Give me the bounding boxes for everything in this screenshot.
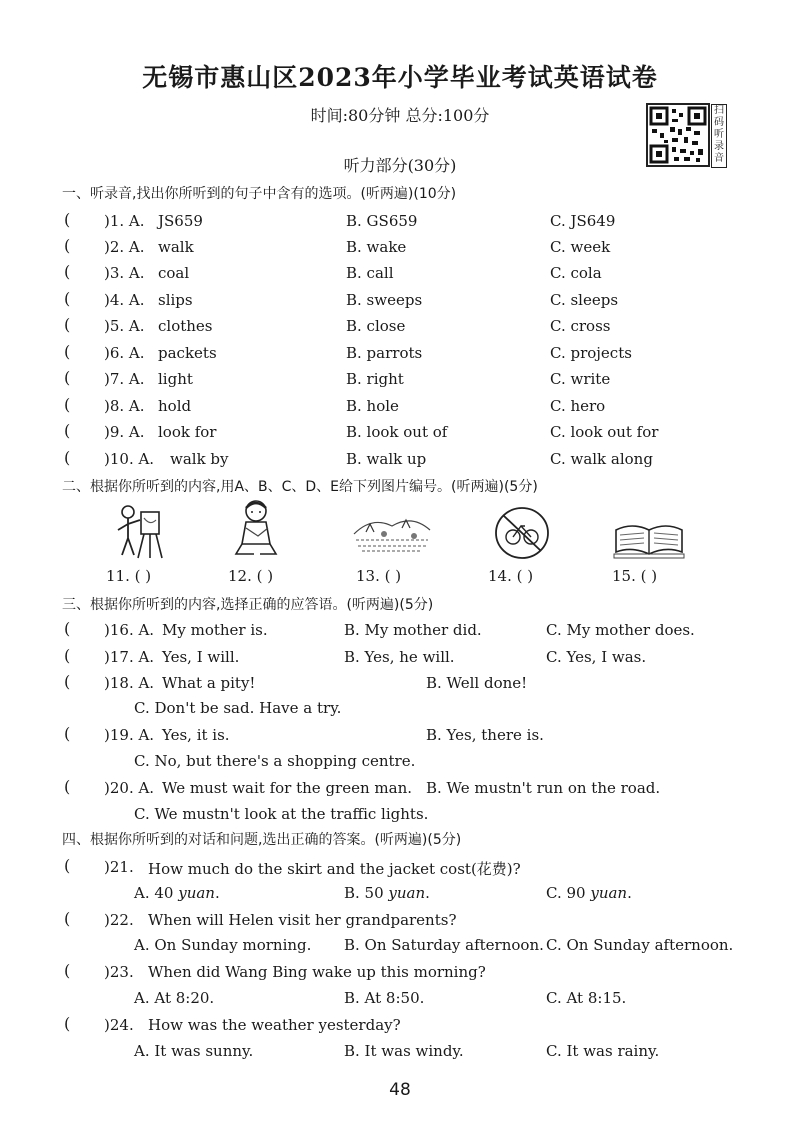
option-c: C. week [550, 238, 611, 256]
answer-paren[interactable]: ( [64, 619, 71, 638]
option-a: My mother is. [162, 621, 268, 639]
answer-paren[interactable]: ( [64, 421, 71, 440]
option-c: C. hero [550, 397, 606, 415]
option-b: B. 50 yuan. [344, 884, 430, 902]
option-c: C. At 8:15. [546, 989, 627, 1007]
answer-paren[interactable]: ( [64, 289, 71, 308]
answer-paren[interactable]: ( [64, 342, 71, 361]
option-b: B. Well done! [426, 674, 528, 692]
option-b: B. parrots [346, 344, 423, 362]
option-c: C. cross [550, 317, 611, 335]
option-c: C. cola [550, 264, 602, 282]
option-c: C. Yes, I was. [546, 648, 647, 666]
option-b: B. close [346, 317, 406, 335]
option-b: B. right [346, 370, 404, 388]
question-text: When will Helen visit her grandparents? [148, 911, 457, 929]
exam-time-and-score: 时间:80分钟 总分:100分 [310, 106, 490, 125]
question-number: )16. A. [104, 621, 155, 639]
option-a: clothes [158, 317, 213, 335]
book-picture-icon [612, 516, 686, 560]
picture-answer-15[interactable]: 15. ( ) [612, 567, 658, 585]
option-a: A. It was sunny. [134, 1042, 254, 1060]
option-c: C. walk along [550, 450, 653, 468]
option-b: B. My mother did. [344, 621, 482, 639]
option-a: look for [158, 423, 217, 441]
question-number: )18. A. [104, 674, 155, 692]
picture-answer-11[interactable]: 11. ( ) [106, 567, 152, 585]
qr-caption: 扫码听录音 [711, 104, 727, 168]
answer-paren[interactable]: ( [64, 315, 71, 334]
question-number: )7. A. [104, 370, 145, 388]
question-number: )21. [104, 858, 134, 876]
option-a: A. 40 yuan. [134, 884, 220, 902]
question-number: )5. A. [104, 317, 145, 335]
option-a: We must wait for the green man. [162, 779, 412, 797]
option-c: C. No, but there's a shopping centre. [134, 752, 416, 770]
picture-answer-13[interactable]: 13. ( ) [356, 567, 402, 585]
question-number: )23. [104, 963, 134, 981]
answer-paren[interactable]: ( [64, 672, 71, 691]
option-b: B. walk up [346, 450, 427, 468]
landscape-picture-icon [352, 510, 432, 554]
option-c: C. sleeps [550, 291, 619, 309]
question-number: )2. A. [104, 238, 145, 256]
option-a: light [158, 370, 193, 388]
sign-picture-icon [492, 504, 552, 562]
option-c: C. Don't be sad. Have a try. [134, 699, 342, 717]
option-a: Yes, I will. [162, 648, 240, 666]
child-picture-icon [232, 498, 282, 560]
option-c: C. 90 yuan. [546, 884, 632, 902]
question-text: How much do the skirt and the jacket cost(花费)? [148, 860, 521, 878]
option-a: walk by [170, 450, 229, 468]
option-a: What a pity! [162, 674, 256, 692]
answer-paren[interactable]: ( [64, 961, 71, 980]
answer-paren[interactable]: ( [64, 646, 71, 665]
answer-paren[interactable]: ( [64, 777, 71, 796]
question-number: )24. [104, 1016, 134, 1034]
option-b: B. At 8:50. [344, 989, 425, 1007]
section-1-heading: 一、听录音,找出你所听到的句子中含有的选项。(听两遍)(10分) [62, 186, 457, 202]
option-a: packets [158, 344, 217, 362]
exam-title: 无锡市惠山区2023年小学毕业考试英语试卷 [142, 63, 658, 92]
option-b: B. We mustn't run on the road. [426, 779, 661, 797]
option-a: slips [158, 291, 193, 309]
option-c: C. We mustn't look at the traffic lights. [134, 805, 429, 823]
answer-paren[interactable]: ( [64, 1014, 71, 1033]
section-4-heading: 四、根据你所听到的对话和问题,选出正确的答案。(听两遍)(5分) [62, 832, 462, 848]
answer-paren[interactable]: ( [64, 395, 71, 414]
painting-picture-icon [108, 500, 170, 562]
question-number: )1. A. [104, 212, 145, 230]
option-b: B. sweeps [346, 291, 423, 309]
answer-paren[interactable]: ( [64, 236, 71, 255]
option-b: B. hole [346, 397, 399, 415]
option-c: C. write [550, 370, 611, 388]
listening-part-title: 听力部分(30分) [343, 156, 457, 175]
question-number: )4. A. [104, 291, 145, 309]
option-b: B. look out of [346, 423, 448, 441]
section-2-heading: 二、根据你所听到的内容,用A、B、C、D、E给下列图片编号。(听两遍)(5分) [62, 479, 538, 495]
option-b: B. GS659 [346, 212, 418, 230]
question-number: )22. [104, 911, 134, 929]
question-text: How was the weather yesterday? [148, 1016, 401, 1034]
option-c: C. My mother does. [546, 621, 695, 639]
option-b: B. Yes, he will. [344, 648, 455, 666]
option-c: C. JS649 [550, 212, 616, 230]
question-number: )6. A. [104, 344, 145, 362]
option-c: C. look out for [550, 423, 659, 441]
question-number: )9. A. [104, 423, 145, 441]
option-c: C. projects [550, 344, 632, 362]
option-c: C. On Sunday afternoon. [546, 936, 734, 954]
option-a: JS659 [158, 212, 203, 230]
picture-answer-14[interactable]: 14. ( ) [488, 567, 534, 585]
answer-paren[interactable]: ( [64, 448, 71, 467]
answer-paren[interactable]: ( [64, 856, 71, 875]
option-a: Yes, it is. [162, 726, 230, 744]
option-b: B. call [346, 264, 394, 282]
answer-paren[interactable]: ( [64, 909, 71, 928]
answer-paren[interactable]: ( [64, 262, 71, 281]
option-b: B. It was windy. [344, 1042, 464, 1060]
option-b: B. On Saturday afternoon. [344, 936, 544, 954]
option-b: B. Yes, there is. [426, 726, 544, 744]
option-a: A. At 8:20. [134, 989, 215, 1007]
answer-paren[interactable]: ( [64, 724, 71, 743]
section-3-heading: 三、根据你所听到的内容,选择正确的应答语。(听两遍)(5分) [62, 597, 434, 613]
question-number: )10. A. [104, 450, 155, 468]
option-a: coal [158, 264, 190, 282]
option-a: A. On Sunday morning. [134, 936, 312, 954]
picture-answer-12[interactable]: 12. ( ) [228, 567, 274, 585]
answer-paren[interactable]: ( [64, 368, 71, 387]
option-c: C. It was rainy. [546, 1042, 660, 1060]
question-number: )8. A. [104, 397, 145, 415]
option-a: walk [158, 238, 194, 256]
question-number: )20. A. [104, 779, 155, 797]
answer-paren[interactable]: ( [64, 210, 71, 229]
question-number: )3. A. [104, 264, 145, 282]
question-number: )17. A. [104, 648, 155, 666]
page-number: 48 [389, 1080, 411, 1100]
question-text: When did Wang Bing wake up this morning? [148, 963, 486, 981]
question-number: )19. A. [104, 726, 155, 744]
option-b: B. wake [346, 238, 407, 256]
option-a: hold [158, 397, 192, 415]
